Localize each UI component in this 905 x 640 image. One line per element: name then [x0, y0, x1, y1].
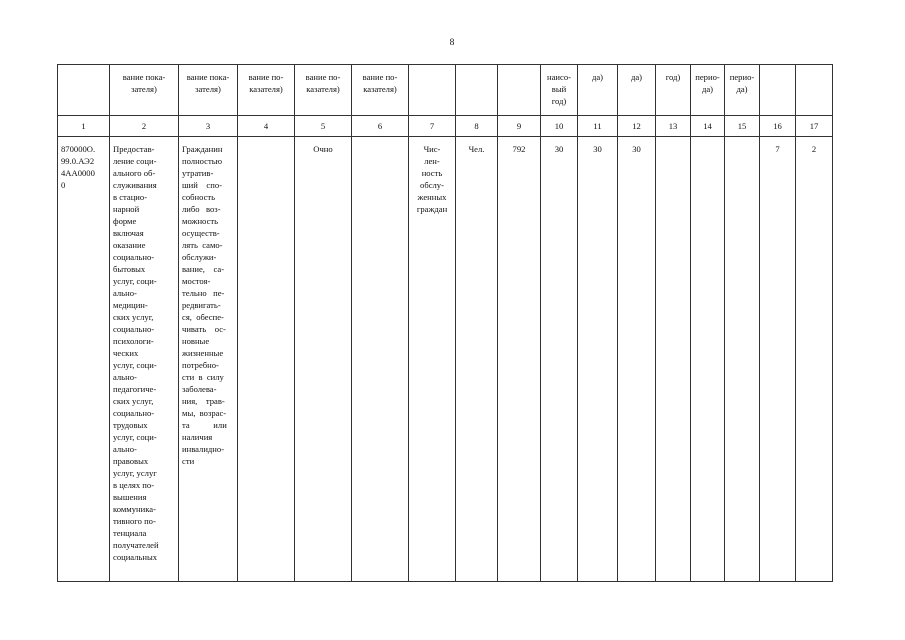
column-number: 1 [58, 116, 110, 137]
header-cell [498, 65, 541, 116]
service-table [57, 64, 833, 582]
header-cell: вание по- казателя) [238, 65, 295, 116]
header-cell: вание пока- зателя) [110, 65, 179, 116]
column-number: 4 [238, 116, 295, 137]
unit-name-cell: Чел. [456, 137, 498, 582]
header-cell: да) [618, 65, 656, 116]
service-content-cell: Предостав- ление соци- ального об- служивания в стацио- нарной форме включая оказание социально- бытовых услуг, соци- ально- медицин- ских услуг, социально- психологи- ческих услуг, соци- ально- педагогиче- ских услуг, социально- трудовых услуг, соци- ально- правовых услуг, услуг в целях по- вышения коммуника- тивного по- тенциала получателей социальных [110, 137, 179, 582]
deviation-absolute-cell: 2 [796, 137, 833, 582]
header-cell [796, 65, 833, 116]
column-number: 7 [409, 116, 456, 137]
okei-code-cell: 792 [498, 137, 541, 582]
header-cell [456, 65, 498, 116]
page-number: 8 [449, 38, 455, 48]
column-number: 2 [110, 116, 179, 137]
header-row [58, 65, 833, 116]
header-cell: да) [578, 65, 618, 116]
column-number: 14 [691, 116, 725, 137]
header-cell: год) [656, 65, 691, 116]
cell-col6 [352, 137, 409, 582]
header-cell: перио- да) [691, 65, 725, 116]
header-cell [58, 65, 110, 116]
column-number: 12 [618, 116, 656, 137]
header-cell: вание по- казателя) [295, 65, 352, 116]
cell-col4 [238, 137, 295, 582]
column-number: 17 [796, 116, 833, 137]
service-row [58, 137, 833, 582]
header-cell: перио- да) [725, 65, 760, 116]
cell-col15 [725, 137, 760, 582]
cell-col14 [691, 137, 725, 582]
column-number: 16 [760, 116, 796, 137]
deviation-percent-cell: 7 [760, 137, 796, 582]
column-number: 3 [179, 116, 238, 137]
indicator-name-cell: Чис- лен- ность обслу- женных граждан [409, 137, 456, 582]
column-number: 5 [295, 116, 352, 137]
service-form-cell: Очно [295, 137, 352, 582]
column-number: 10 [541, 116, 578, 137]
column-number: 11 [578, 116, 618, 137]
column-number: 6 [352, 116, 409, 137]
header-cell [760, 65, 796, 116]
value-year-2-cell: 30 [578, 137, 618, 582]
value-year-3-cell: 30 [618, 137, 656, 582]
header-cell [409, 65, 456, 116]
value-year-1-cell: 30 [541, 137, 578, 582]
column-number: 15 [725, 116, 760, 137]
header-cell: вание по- казателя) [352, 65, 409, 116]
registry-number-cell: 870000О. 99.0.АЭ2 4АА0000 0 [58, 137, 110, 582]
recipient-category-cell: Гражданин полностью утратив- ший спо- собность либо воз- можность осуществ- лять само- обслужи- вание, са- мостоя- тельно пе- редвигать- ся, обеспе- чивать ос- новные жизненные потребно- сти в силу заболева- ния, трав- мы, возрас- та или наличия инвалидно- сти [179, 137, 238, 582]
header-cell: наисо- вый год) [541, 65, 578, 116]
column-number: 13 [656, 116, 691, 137]
column-number: 8 [456, 116, 498, 137]
column-number-row [58, 116, 833, 137]
header-cell: вание пока- зателя) [179, 65, 238, 116]
cell-col13 [656, 137, 691, 582]
column-number: 9 [498, 116, 541, 137]
